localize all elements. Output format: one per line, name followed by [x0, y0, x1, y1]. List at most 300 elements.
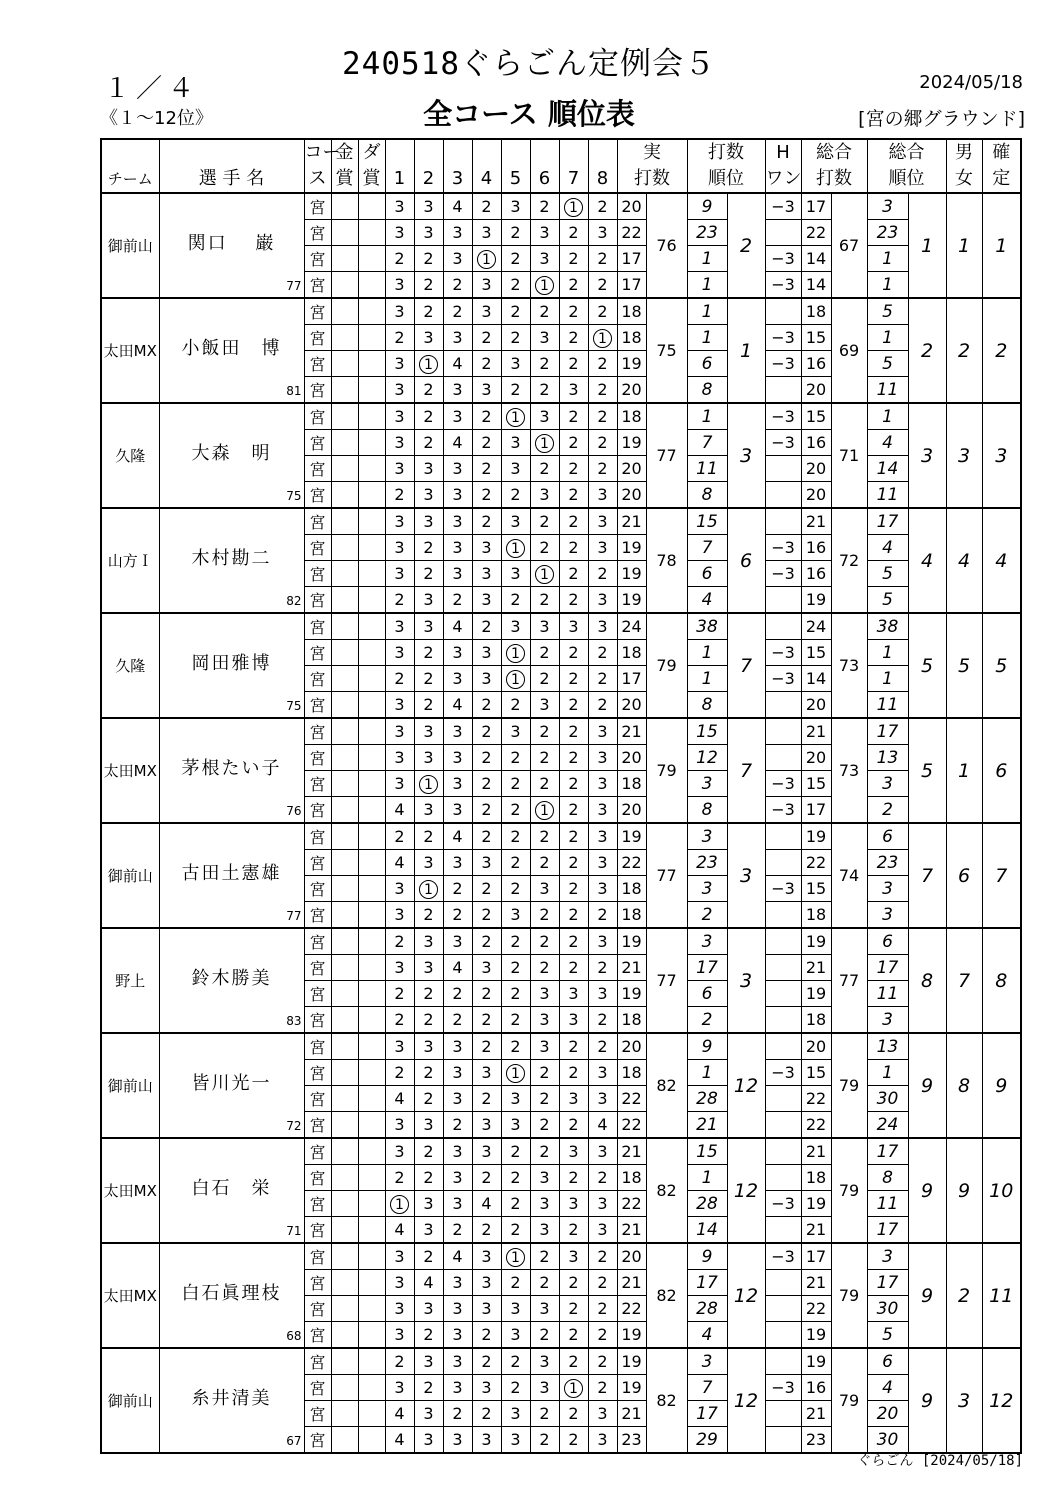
- round-actual-cell: 21: [617, 718, 646, 745]
- net-score-cell: 16: [801, 535, 831, 561]
- hole-score: 3: [423, 512, 434, 531]
- hole-score-cell: [501, 1165, 530, 1191]
- hole-score: 3: [539, 879, 550, 898]
- hole-score: 2: [423, 1010, 434, 1029]
- hole-score-cell: [588, 403, 617, 430]
- gold-award-cell: [331, 1007, 358, 1034]
- hole-score: 4: [452, 433, 463, 452]
- hole-score-cell: [414, 482, 443, 509]
- strokes-rank-cell: 3: [727, 928, 765, 1033]
- hole-score: 2: [423, 249, 434, 268]
- round-rank-cell: 3: [687, 823, 727, 850]
- net-score-cell: 21: [801, 955, 831, 981]
- hole-score: 3: [452, 748, 463, 767]
- course-cell: 宮: [304, 1375, 331, 1401]
- table-row: [101, 403, 1021, 430]
- cumulative-rank-cell: 1: [867, 325, 908, 351]
- hole-score-cell: [501, 430, 530, 456]
- total-strokes-cell: 79: [831, 1243, 867, 1348]
- hole-score: 2: [597, 197, 608, 216]
- gender-rank-cell: 7: [946, 928, 982, 1033]
- hole-score-cell: [443, 1348, 472, 1375]
- round-rank-cell: 7: [687, 430, 727, 456]
- hwan-cell: [765, 456, 801, 482]
- hole-score-cell: [501, 1427, 530, 1454]
- final-rank-cell: 6: [982, 718, 1021, 823]
- course-cell: 宮: [304, 1060, 331, 1086]
- hole-score: 3: [597, 223, 608, 242]
- final-rank-cell: 12: [982, 1348, 1021, 1453]
- total-actual-cell: 77: [646, 403, 687, 508]
- hole-score: 3: [539, 1194, 550, 1213]
- gold-award-cell: [331, 272, 358, 299]
- gold-award-cell: [331, 587, 358, 614]
- net-score-cell: 20: [801, 377, 831, 404]
- hole-score: 3: [510, 617, 521, 636]
- hole-score-cell: [414, 1427, 443, 1454]
- hole-score-cell: [414, 613, 443, 640]
- player-name-cell: [159, 298, 304, 403]
- hole-score-cell: [559, 220, 588, 246]
- hole-score: 2: [510, 1194, 521, 1213]
- hole-score-cell: [472, 482, 501, 509]
- hole-score-cell: [443, 220, 472, 246]
- cumulative-rank-cell: 11: [867, 482, 908, 509]
- hole-score-cell: [588, 1165, 617, 1191]
- hole-score-cell: [414, 1086, 443, 1112]
- hole-score: 2: [568, 223, 579, 242]
- cumulative-rank-cell: 11: [867, 1191, 908, 1217]
- course-cell: 宮: [304, 1427, 331, 1454]
- round-actual-cell: 18: [617, 902, 646, 929]
- hole-score: 2: [481, 1220, 492, 1239]
- gold-award-cell: [331, 246, 358, 272]
- hwan-cell: −3: [765, 876, 801, 902]
- round-rank-cell: 23: [687, 850, 727, 876]
- hole-score-cell: [530, 1138, 559, 1165]
- hole-score-cell: [443, 902, 472, 929]
- hole-score-cell: [588, 193, 617, 220]
- hole-score: 3: [452, 1168, 463, 1187]
- hole-score-cell: [530, 745, 559, 771]
- hole-score-cell: [530, 928, 559, 955]
- hole-score-cell: [501, 325, 530, 351]
- hwan-cell: −3: [765, 1243, 801, 1270]
- hole-score: 3: [452, 1430, 463, 1449]
- hole-score: 2: [597, 1273, 608, 1292]
- total-strokes-cell: 73: [831, 613, 867, 718]
- hole-score-cell: [472, 1165, 501, 1191]
- hole-score: 3: [394, 617, 405, 636]
- round-rank-cell: 6: [687, 981, 727, 1007]
- hwan-cell: [765, 981, 801, 1007]
- hole-score: 3: [510, 1089, 521, 1108]
- round-rank-cell: 2: [687, 1007, 727, 1034]
- hole-score-cell: [414, 1165, 443, 1191]
- table-row: [101, 613, 1021, 640]
- cumulative-rank-cell: 23: [867, 850, 908, 876]
- hole-score: 2: [452, 905, 463, 924]
- hole-score: 2: [568, 512, 579, 531]
- strokes-rank-cell: 1: [727, 298, 765, 403]
- course-cell: 宮: [304, 377, 331, 404]
- hole-score: 3: [597, 774, 608, 793]
- hole-score: 3: [394, 275, 405, 294]
- hole-score: 3: [452, 1142, 463, 1161]
- hole-score: 2: [481, 984, 492, 1003]
- net-score-cell: 19: [801, 1322, 831, 1349]
- hole-score: 3: [481, 275, 492, 294]
- gold-award-cell: [331, 351, 358, 377]
- hole-score-cell: [559, 482, 588, 509]
- hole-score-cell: [559, 1322, 588, 1349]
- hole-score-cell: [559, 850, 588, 876]
- hole-score-cell: [530, 666, 559, 692]
- round-rank-cell: 1: [687, 246, 727, 272]
- page-title: 240518ぐらごん定例会５: [342, 46, 716, 82]
- hole-score-cell: [385, 403, 414, 430]
- cumulative-rank-cell: 6: [867, 1348, 908, 1375]
- table-row: [101, 1033, 1021, 1060]
- hole-score-cell: [530, 823, 559, 850]
- hole-score: 2: [452, 1220, 463, 1239]
- hole-score-cell: [530, 1033, 559, 1060]
- hole-score-cell: [559, 1375, 588, 1401]
- hole-score-cell: [588, 587, 617, 614]
- hole-score: 4: [452, 958, 463, 977]
- hole-score: 3: [510, 197, 521, 216]
- da-award-cell: [358, 902, 385, 929]
- header-name-blank: [159, 139, 304, 166]
- hole-score: 2: [568, 538, 579, 557]
- cumulative-rank-cell: 17: [867, 955, 908, 981]
- hole-score-cell: [385, 1270, 414, 1296]
- hole-score: 2: [394, 249, 405, 268]
- hole-in-one-score: 1: [535, 801, 554, 820]
- player-name: 白石眞理枝: [181, 1282, 282, 1304]
- hole-score: 2: [510, 485, 521, 504]
- hole-score-cell: [501, 666, 530, 692]
- gold-award-cell: [331, 482, 358, 509]
- hole-score: 2: [568, 669, 579, 688]
- hole-score-cell: [443, 955, 472, 981]
- hole-score: 3: [597, 1220, 608, 1239]
- hole-score-cell: [472, 298, 501, 325]
- hole-score: 2: [394, 1010, 405, 1029]
- hole-score-cell: [414, 771, 443, 797]
- gold-award-cell: [331, 377, 358, 404]
- da-award-cell: [358, 351, 385, 377]
- strokes-rank-cell: 12: [727, 1138, 765, 1243]
- hole-score: 3: [394, 512, 405, 531]
- hole-score: 3: [394, 774, 405, 793]
- hole-score-cell: [501, 561, 530, 587]
- hole-score-cell: [472, 377, 501, 404]
- hole-score-cell: [414, 1322, 443, 1349]
- team-cell: 久隆: [101, 403, 159, 508]
- hole-in-one-score: 1: [419, 355, 438, 374]
- hwan-cell: [765, 955, 801, 981]
- hole-score-cell: [530, 193, 559, 220]
- hole-score-cell: [559, 587, 588, 614]
- hole-score: 2: [394, 1063, 405, 1082]
- net-score-cell: 20: [801, 692, 831, 719]
- gender-rank-cell: 6: [946, 823, 982, 928]
- overall-rank-cell: 3: [908, 403, 946, 508]
- hole-score: 3: [423, 1352, 434, 1371]
- da-award-cell: [358, 298, 385, 325]
- hole-score: 3: [452, 407, 463, 426]
- hole-score-cell: [385, 692, 414, 719]
- hole-score: 3: [423, 485, 434, 504]
- hwan-cell: [765, 1296, 801, 1322]
- hole-score: 2: [539, 774, 550, 793]
- hole-score: 2: [539, 669, 550, 688]
- hole-score-cell: [414, 246, 443, 272]
- hole-score: 3: [481, 1142, 492, 1161]
- hole-score-cell: [530, 246, 559, 272]
- course-cell: 宮: [304, 613, 331, 640]
- gold-award-cell: [331, 1401, 358, 1427]
- hole-score: 3: [568, 984, 579, 1003]
- hole-score: 2: [481, 407, 492, 426]
- hole-score-cell: [559, 745, 588, 771]
- hole-score: 4: [394, 1089, 405, 1108]
- hole-score: 2: [394, 669, 405, 688]
- net-score-cell: 14: [801, 272, 831, 299]
- hole-score: 2: [481, 879, 492, 898]
- hole-score: 2: [539, 1430, 550, 1449]
- hole-score: 2: [568, 1063, 579, 1082]
- hole-score: 3: [394, 459, 405, 478]
- da-award-cell: [358, 1060, 385, 1086]
- hole-score-cell: [414, 1243, 443, 1270]
- hole-score-cell: [414, 193, 443, 220]
- hole-score-cell: [530, 692, 559, 719]
- round-actual-cell: 20: [617, 193, 646, 220]
- hole-score: 2: [394, 328, 405, 347]
- hole-score: 2: [568, 827, 579, 846]
- hole-score: 2: [539, 853, 550, 872]
- table-body: [101, 193, 1021, 1453]
- net-score-cell: 22: [801, 1296, 831, 1322]
- cumulative-rank-cell: 3: [867, 1007, 908, 1034]
- hole-score: 2: [539, 1142, 550, 1161]
- hole-score: 2: [597, 459, 608, 478]
- hole-score-cell: [385, 1112, 414, 1139]
- hole-score: 3: [452, 800, 463, 819]
- hole-score-cell: [530, 1191, 559, 1217]
- cumulative-rank-cell: 6: [867, 928, 908, 955]
- hole-score: 2: [481, 197, 492, 216]
- cumulative-rank-cell: 17: [867, 1138, 908, 1165]
- hole-score: 3: [481, 1063, 492, 1082]
- player-name-cell: [159, 1138, 304, 1243]
- hole-score: 2: [394, 1168, 405, 1187]
- header-strokes: 打数: [687, 139, 765, 166]
- hole-score: 2: [597, 695, 608, 714]
- hole-in-one-score: 1: [506, 408, 525, 427]
- round-rank-cell: 17: [687, 955, 727, 981]
- hole-score-cell: [414, 351, 443, 377]
- hole-score: 2: [510, 590, 521, 609]
- header-hwan: H: [765, 139, 801, 166]
- hole-score: 3: [452, 249, 463, 268]
- hole-score-cell: [530, 771, 559, 797]
- round-rank-cell: 9: [687, 1033, 727, 1060]
- strokes-rank-cell: 7: [727, 718, 765, 823]
- hole-score-cell: [472, 1348, 501, 1375]
- cumulative-rank-cell: 3: [867, 1243, 908, 1270]
- hole-score-cell: [588, 1322, 617, 1349]
- hole-score-cell: [472, 823, 501, 850]
- table-row: [101, 1243, 1021, 1270]
- net-score-cell: 16: [801, 561, 831, 587]
- hole-score: 2: [539, 380, 550, 399]
- hole-score: 3: [539, 1010, 550, 1029]
- gold-award-cell: [331, 745, 358, 771]
- round-rank-cell: 6: [687, 351, 727, 377]
- hole-score-cell: [588, 220, 617, 246]
- hwan-cell: [765, 745, 801, 771]
- hole-score: 2: [452, 984, 463, 1003]
- hole-score: 3: [423, 958, 434, 977]
- da-award-cell: [358, 430, 385, 456]
- overall-rank-cell: 5: [908, 613, 946, 718]
- hole-score-cell: [472, 745, 501, 771]
- hole-score: 3: [481, 302, 492, 321]
- hole-score-cell: [443, 403, 472, 430]
- hole-score: 3: [423, 1299, 434, 1318]
- player-name: 糸井清美: [191, 1387, 272, 1409]
- hole-score: 3: [481, 1115, 492, 1134]
- hole-score: 2: [568, 722, 579, 741]
- da-award-cell: [358, 640, 385, 666]
- table-row: [101, 718, 1021, 745]
- overall-rank-cell: 9: [908, 1138, 946, 1243]
- course-cell: 宮: [304, 482, 331, 509]
- hole-score: 3: [394, 407, 405, 426]
- round-rank-cell: 29: [687, 1427, 727, 1454]
- hole-score-cell: [559, 1086, 588, 1112]
- hole-score: 3: [539, 249, 550, 268]
- hole-score-cell: [472, 351, 501, 377]
- hole-score: 3: [394, 223, 405, 242]
- hole-score: 3: [481, 564, 492, 583]
- hole-score: 2: [597, 407, 608, 426]
- hole-score: 2: [510, 1220, 521, 1239]
- round-actual-cell: 21: [617, 955, 646, 981]
- hole-score-cell: [588, 1112, 617, 1139]
- hole-score: 2: [568, 879, 579, 898]
- hole-score-cell: [414, 1112, 443, 1139]
- hole-score-cell: [501, 613, 530, 640]
- hole-score-cell: [588, 508, 617, 535]
- hole-score-cell: [385, 1296, 414, 1322]
- hole-score: 4: [452, 617, 463, 636]
- hole-score-cell: [443, 377, 472, 404]
- hole-score: 2: [568, 748, 579, 767]
- hole-score-cell: [530, 1427, 559, 1454]
- hole-score: 3: [394, 538, 405, 557]
- hole-score-cell: [414, 1270, 443, 1296]
- cumulative-rank-cell: 17: [867, 718, 908, 745]
- total-strokes-cell: 79: [831, 1033, 867, 1138]
- hole-score: 3: [481, 669, 492, 688]
- hole-score-cell: [588, 1086, 617, 1112]
- course-cell: 宮: [304, 745, 331, 771]
- da-award-cell: [358, 508, 385, 535]
- hole-score: 3: [481, 380, 492, 399]
- round-rank-cell: 4: [687, 587, 727, 614]
- hole-score-cell: [501, 640, 530, 666]
- cumulative-rank-cell: 5: [867, 351, 908, 377]
- hole-score: 2: [568, 774, 579, 793]
- player-name-cell: [159, 613, 304, 718]
- gold-award-cell: [331, 1191, 358, 1217]
- hole-score: 3: [539, 695, 550, 714]
- hole-score-cell: [501, 718, 530, 745]
- header-hole-8: 8: [588, 166, 617, 193]
- total-actual-cell: 77: [646, 928, 687, 1033]
- hole-score-cell: [414, 403, 443, 430]
- hole-score: 2: [423, 643, 434, 662]
- round-actual-cell: 20: [617, 797, 646, 824]
- course-cell: 宮: [304, 718, 331, 745]
- hole-score: 2: [510, 932, 521, 951]
- hole-score: 2: [423, 1089, 434, 1108]
- total-actual-cell: 79: [646, 613, 687, 718]
- hole-score-cell: [472, 325, 501, 351]
- hole-score-cell: [414, 430, 443, 456]
- hwan-cell: [765, 1007, 801, 1034]
- total-strokes-cell: 79: [831, 1348, 867, 1453]
- hole-in-one-score: 1: [506, 670, 525, 689]
- hole-score: 2: [481, 748, 492, 767]
- round-actual-cell: 19: [617, 430, 646, 456]
- hole-score-cell: [443, 1375, 472, 1401]
- hole-score: 2: [481, 512, 492, 531]
- hole-score-cell: [588, 1217, 617, 1244]
- cumulative-rank-cell: 2: [867, 797, 908, 824]
- hole-score: 2: [597, 249, 608, 268]
- hole-score-cell: [501, 482, 530, 509]
- gender-rank-cell: 3: [946, 1348, 982, 1453]
- hwan-cell: [765, 508, 801, 535]
- team-cell: 太田MX: [101, 298, 159, 403]
- hole-score-cell: [588, 1296, 617, 1322]
- player-age: 75: [286, 489, 302, 503]
- hole-score: 3: [452, 1325, 463, 1344]
- hole-score: 2: [539, 932, 550, 951]
- hole-score: 2: [481, 1404, 492, 1423]
- player-name-cell: [159, 823, 304, 928]
- gold-award-cell: [331, 1243, 358, 1270]
- player-name: 大森 明: [191, 442, 272, 464]
- net-score-cell: 22: [801, 1086, 831, 1112]
- total-actual-cell: 82: [646, 1348, 687, 1453]
- player-age: 76: [286, 804, 302, 818]
- hole-score: 3: [452, 1273, 463, 1292]
- da-award-cell: [358, 666, 385, 692]
- final-rank-cell: 7: [982, 823, 1021, 928]
- da-award-cell: [358, 220, 385, 246]
- course-cell: 宮: [304, 1270, 331, 1296]
- hole-score: 4: [394, 1430, 405, 1449]
- course-cell: 宮: [304, 1217, 331, 1244]
- hole-score-cell: [501, 928, 530, 955]
- course-cell: 宮: [304, 850, 331, 876]
